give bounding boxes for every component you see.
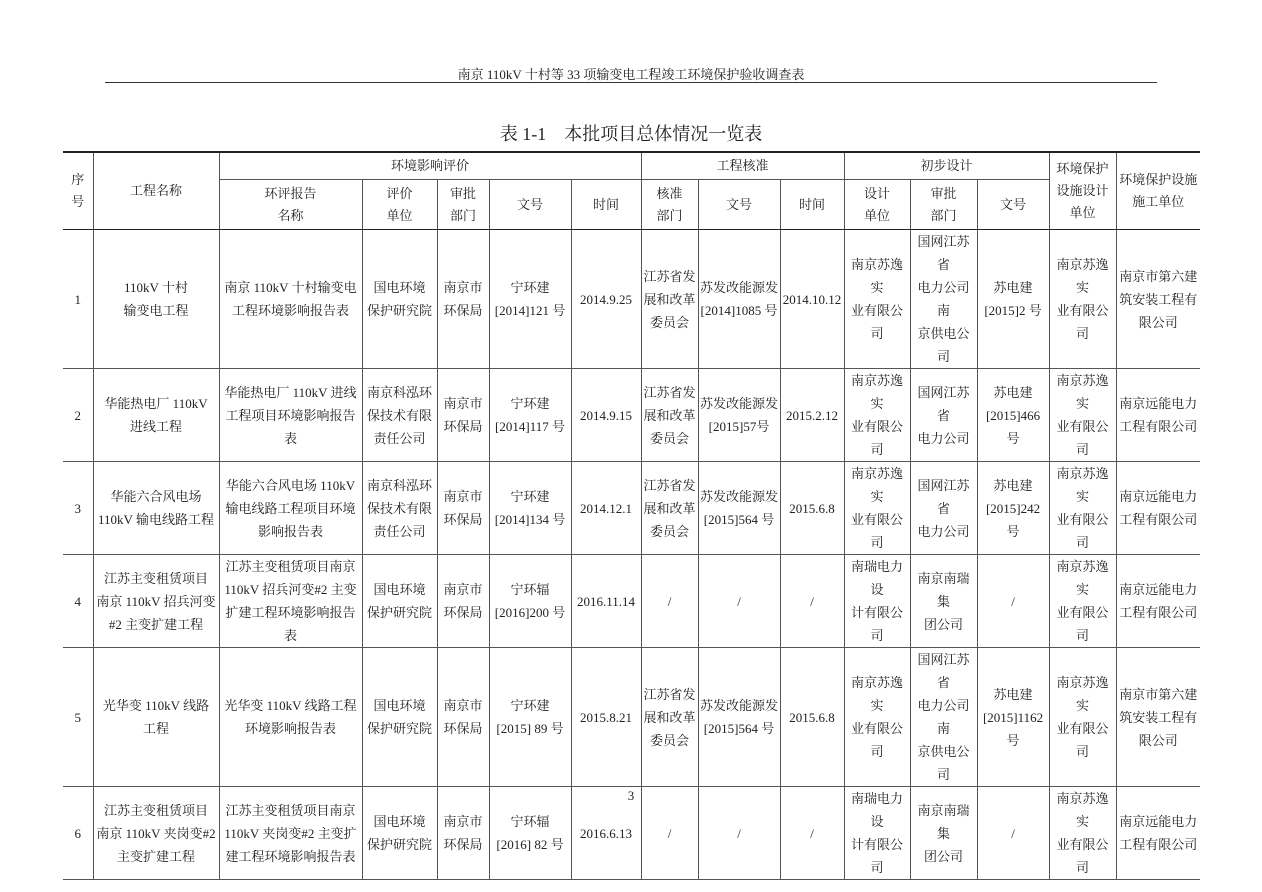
cell-eia-unit: 南京科泓环 保技术有限 责任公司 [362,369,437,462]
cell-eia-report: 华能热电厂 110kV 进线 工程项目环境影响报告 表 [219,369,362,462]
cell-ap-dept: 江苏省发 展和改革 委员会 [641,648,698,787]
cell-project-name: 110kV 十村 输变电工程 [93,230,219,369]
cell-eia-doc: 宁环建 [2014]117 号 [489,369,571,462]
cell-eia-dept: 南京市 环保局 [437,787,489,880]
cell-de-dept: 南京南瑞集 团公司 [910,555,977,648]
cell-de-dept: 国网江苏省 电力公司 [910,462,977,555]
group-approval: 工程核准 [641,152,844,180]
cell-ap-dept: 江苏省发 展和改革 委员会 [641,462,698,555]
cell-env-build: 南京远能电力 工程有限公司 [1116,462,1200,555]
cell-eia-dept: 南京市 环保局 [437,555,489,648]
cell-eia-report: 南京 110kV 十村输变电 工程环境影响报告表 [219,230,362,369]
project-overview-table [63,151,1200,880]
cell-eia-report: 光华变 110kV 线路工程 环境影响报告表 [219,648,362,787]
cell-eia-time: 2014.9.25 [571,230,641,369]
header-row-1 [63,152,1200,180]
cell-ap-doc: 苏发改能源发 [2015]564 号 [698,462,780,555]
cell-eia-dept: 南京市 环保局 [437,462,489,555]
cell-de-unit: 南瑞电力设 计有限公司 [844,787,910,880]
table-row [63,230,1200,369]
cell-ap-dept: / [641,787,698,880]
cell-project-name: 华能六合风电场 110kV 输电线路工程 [93,462,219,555]
col-de-dept: 审批 部门 [910,180,977,230]
cell-de-doc: 苏电建 [2015]2 号 [977,230,1049,369]
cell-eia-time: 2014.12.1 [571,462,641,555]
cell-eia-report: 江苏主变租赁项目南京 110kV 夹岗变#2 主变扩 建工程环境影响报告表 [219,787,362,880]
cell-de-doc: 苏电建 [2015]1162 号 [977,648,1049,787]
table-row [63,555,1200,648]
cell-eia-time: 2014.9.15 [571,369,641,462]
col-env-build-unit: 环境保护设施 施工单位 [1116,152,1200,230]
cell-env-design: 南京苏逸实 业有限公司 [1049,230,1116,369]
cell-env-design: 南京苏逸实 业有限公司 [1049,462,1116,555]
cell-eia-doc: 宁环辐 [2016] 82 号 [489,787,571,880]
table-title: 表 1-1 本批项目总体情况一览表 [499,124,763,144]
cell-eia-unit: 国电环境 保护研究院 [362,555,437,648]
page-number: 3 [627,788,635,803]
cell-env-build: 南京远能电力 工程有限公司 [1116,555,1200,648]
cell-eia-dept: 南京市 环保局 [437,648,489,787]
cell-de-doc: / [977,555,1049,648]
cell-ap-doc: 苏发改能源发 [2015]564 号 [698,648,780,787]
cell-seq: 4 [63,555,93,648]
col-env-design-unit: 环境保护 设施设计 单位 [1049,152,1116,230]
cell-eia-dept: 南京市 环保局 [437,230,489,369]
cell-ap-doc: / [698,787,780,880]
cell-eia-time: 2016.6.13 [571,787,641,880]
cell-project-name: 华能热电厂 110kV 进线工程 [93,369,219,462]
col-eia-time: 时间 [571,180,641,230]
cell-de-dept: 国网江苏省 电力公司 [910,369,977,462]
cell-eia-unit: 国电环境 保护研究院 [362,648,437,787]
cell-ap-time: / [780,555,844,648]
cell-ap-doc: / [698,555,780,648]
cell-ap-dept: 江苏省发 展和改革 委员会 [641,369,698,462]
cell-ap-dept: 江苏省发 展和改革 委员会 [641,230,698,369]
group-eia: 环境影响评价 [219,152,641,180]
cell-de-unit: 南京苏逸实 业有限公司 [844,462,910,555]
col-de-unit: 设计 单位 [844,180,910,230]
col-eia-doc: 文号 [489,180,571,230]
cell-ap-time: 2015.6.8 [780,648,844,787]
cell-seq: 5 [63,648,93,787]
col-project-name: 工程名称 [93,152,219,230]
cell-de-unit: 南瑞电力设 计有限公司 [844,555,910,648]
cell-de-unit: 南京苏逸实 业有限公司 [844,369,910,462]
cell-eia-dept: 南京市 环保局 [437,369,489,462]
cell-env-design: 南京苏逸实 业有限公司 [1049,648,1116,787]
cell-de-doc: 苏电建 [2015]466 号 [977,369,1049,462]
cell-project-name: 江苏主变租赁项目 南京 110kV 夹岗变#2 主变扩建工程 [93,787,219,880]
cell-eia-doc: 宁环建 [2014]134 号 [489,462,571,555]
cell-eia-doc: 宁环建 [2015] 89 号 [489,648,571,787]
cell-de-dept: 南京南瑞集 团公司 [910,787,977,880]
col-seq: 序 号 [63,152,93,230]
cell-env-build: 南京市第六建 筑安装工程有 限公司 [1116,648,1200,787]
cell-ap-time: 2014.10.12 [780,230,844,369]
col-ap-dept: 核准 部门 [641,180,698,230]
cell-de-dept: 国网江苏省 电力公司南 京供电公司 [910,230,977,369]
col-eia-dept: 审批 部门 [437,180,489,230]
header-row-2 [63,180,1200,230]
cell-eia-report: 华能六合风电场 110kV 输电线路工程项目环境 影响报告表 [219,462,362,555]
cell-eia-report: 江苏主变租赁项目南京 110kV 招兵河变#2 主变 扩建工程环境影响报告 表 [219,555,362,648]
cell-env-build: 南京远能电力 工程有限公司 [1116,369,1200,462]
cell-de-dept: 国网江苏省 电力公司南 京供电公司 [910,648,977,787]
cell-env-build: 南京市第六建 筑安装工程有 限公司 [1116,230,1200,369]
col-ap-time: 时间 [780,180,844,230]
cell-eia-unit: 国电环境 保护研究院 [362,230,437,369]
cell-ap-time: 2015.2.12 [780,369,844,462]
cell-seq: 3 [63,462,93,555]
cell-project-name: 江苏主变租赁项目 南京 110kV 招兵河变 #2 主变扩建工程 [93,555,219,648]
cell-seq: 2 [63,369,93,462]
running-header: 南京 110kV 十村等 33 项输变电工程竣工环境保护验收调查表 [457,67,805,82]
cell-env-build: 南京远能电力 工程有限公司 [1116,787,1200,880]
cell-project-name: 光华变 110kV 线路 工程 [93,648,219,787]
col-ap-doc: 文号 [698,180,780,230]
cell-eia-unit: 南京科泓环 保技术有限 责任公司 [362,462,437,555]
cell-eia-time: 2015.8.21 [571,648,641,787]
cell-eia-unit: 国电环境 保护研究院 [362,787,437,880]
cell-env-design: 南京苏逸实 业有限公司 [1049,369,1116,462]
table-row [63,462,1200,555]
cell-seq: 6 [63,787,93,880]
cell-de-doc: / [977,787,1049,880]
cell-env-design: 南京苏逸实 业有限公司 [1049,555,1116,648]
table-row [63,648,1200,787]
cell-ap-doc: 苏发改能源发 [2014]1085 号 [698,230,780,369]
cell-eia-doc: 宁环建 [2014]121 号 [489,230,571,369]
cell-de-doc: 苏电建 [2015]242 号 [977,462,1049,555]
cell-seq: 1 [63,230,93,369]
header-rule [105,82,1157,83]
cell-de-unit: 南京苏逸实 业有限公司 [844,648,910,787]
cell-ap-time: 2015.6.8 [780,462,844,555]
cell-ap-doc: 苏发改能源发 [2015]57号 [698,369,780,462]
cell-env-design: 南京苏逸实 业有限公司 [1049,787,1116,880]
cell-ap-time: / [780,787,844,880]
col-eia-unit: 评价 单位 [362,180,437,230]
group-design: 初步设计 [844,152,1049,180]
cell-eia-doc: 宁环辐 [2016]200 号 [489,555,571,648]
cell-de-unit: 南京苏逸实 业有限公司 [844,230,910,369]
cell-ap-dept: / [641,555,698,648]
col-eia-report: 环评报告 名称 [219,180,362,230]
table-row [63,369,1200,462]
col-de-doc: 文号 [977,180,1049,230]
cell-eia-time: 2016.11.14 [571,555,641,648]
